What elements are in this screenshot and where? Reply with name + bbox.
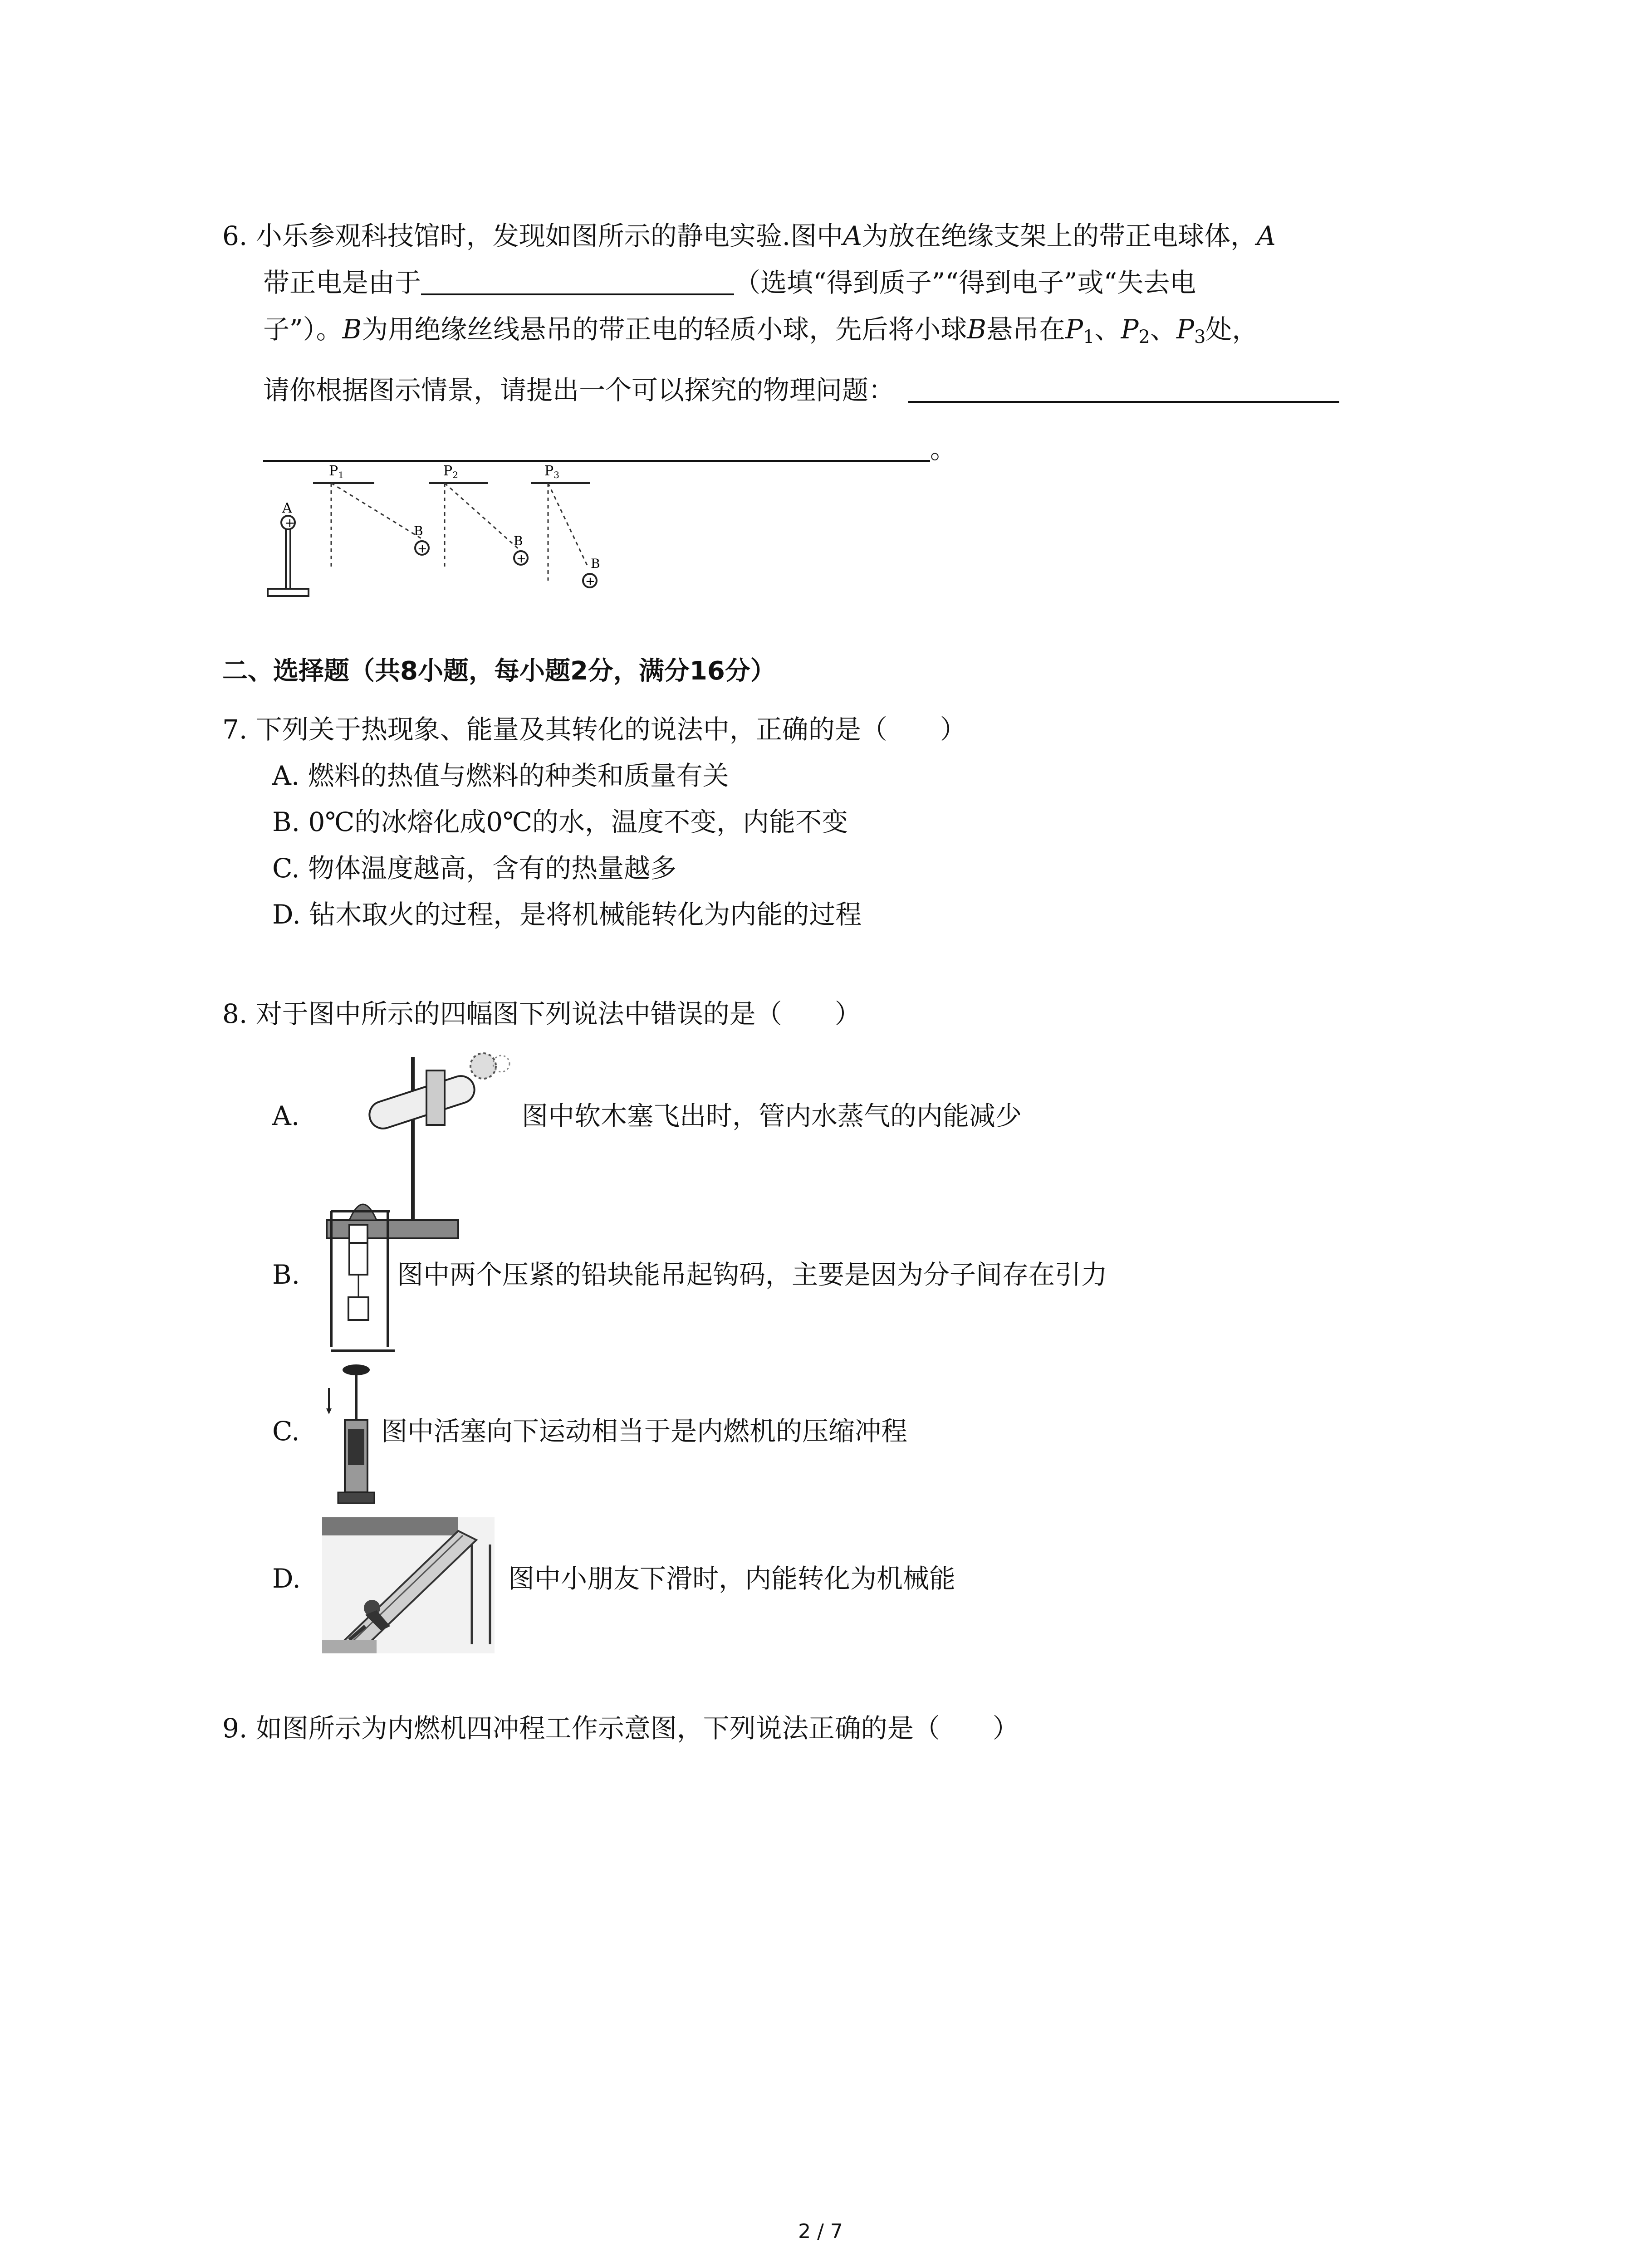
q8-option-c-letter[interactable]: C. xyxy=(272,1416,300,1447)
q8-option-a-letter[interactable]: A. xyxy=(272,1100,300,1131)
q6-line1: 6. 小乐参观科技馆时，发现如图所示的静电实验.图中A为放在绝缘支架上的带正电球体，A xyxy=(222,220,1276,251)
svg-text:+: + xyxy=(417,542,427,556)
label-p2: $P_2$ xyxy=(443,463,458,480)
q7-option-b[interactable]: B. 0℃的冰熔化成0℃的水，温度不变，内能不变 xyxy=(272,807,848,837)
slide-figure xyxy=(322,1517,495,1653)
plus-sign: + xyxy=(284,515,295,530)
q6-line2: 带正电是由于 （选填“得到质子”“得到电子”或“失去电 xyxy=(263,267,1196,298)
q8-option-d-letter[interactable]: D. xyxy=(272,1563,301,1594)
answer-blank-2[interactable] xyxy=(908,374,1339,403)
q9-stem: 9. 如图所示为内燃机四冲程工作示意图，下列说法正确的是（ ） xyxy=(222,1713,1019,1744)
answer-blank-1[interactable] xyxy=(421,266,734,295)
label-b2: B xyxy=(514,533,523,548)
q8-option-a-text: 图中软木塞飞出时，管内水蒸气的内能减少 xyxy=(522,1100,1022,1131)
q8-option-b-letter[interactable]: B. xyxy=(272,1259,300,1290)
q6-line5: 。 xyxy=(263,431,956,467)
electrostatic-figure xyxy=(254,463,617,599)
label-a: A xyxy=(282,500,292,516)
q7-option-a[interactable]: A. 燃料的热值与燃料的种类和质量有关 xyxy=(272,760,729,791)
q6-line3: 子”）。B为用绝缘丝线悬吊的带正电的轻质小球，先后将小球B悬吊在$P_1$、$P_2$、$P_3$处， xyxy=(263,314,1259,347)
q7-option-c[interactable]: C. 物体温度越高，含有的热量越多 xyxy=(272,853,677,884)
q8-option-d-text: 图中小朋友下滑时，内能转化为机械能 xyxy=(508,1563,956,1594)
page-number: 2 / 7 xyxy=(798,2220,843,2243)
q6-line4: 请你根据图示情景，请提出一个可以探究的物理问题： xyxy=(263,372,1339,408)
q8-option-c-text: 图中活塞向下运动相当于是内燃机的压缩冲程 xyxy=(381,1416,908,1447)
q8-stem: 8. 对于图中所示的四幅图下列说法中错误的是（ ） xyxy=(222,998,861,1029)
section-title: 二、选择题（共8小题，每小题2分，满分16分） xyxy=(222,656,776,686)
lead-blocks-figure xyxy=(322,1207,404,1356)
q7-stem: 7. 下列关于热现象、能量及其转化的说法中，正确的是（ ） xyxy=(222,714,966,745)
label-p3: $P_3$ xyxy=(544,463,559,480)
label-b3: B xyxy=(591,556,600,571)
svg-text:+: + xyxy=(585,575,595,588)
q7-option-d[interactable]: D. 钻木取火的过程，是将机械能转化为内能的过程 xyxy=(272,899,862,930)
answer-blank-3[interactable] xyxy=(263,433,930,462)
q8-option-b-text: 图中两个压紧的铅块能吊起钩码，主要是因为分子间存在引力 xyxy=(397,1259,1108,1290)
label-p1: $P_1$ xyxy=(329,463,344,480)
svg-text:+: + xyxy=(516,552,526,566)
piston-figure xyxy=(320,1361,383,1510)
label-b1: B xyxy=(414,523,423,538)
